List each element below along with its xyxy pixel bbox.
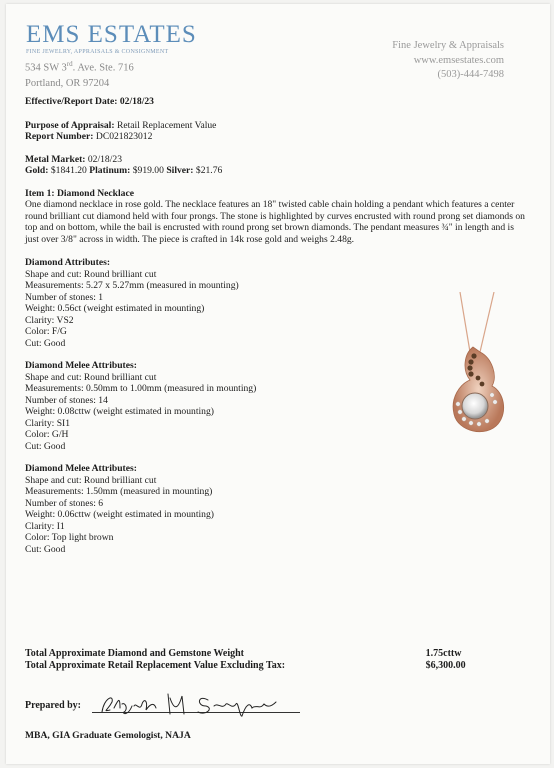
logo-tagline: FINE JEWELRY, APPRAISALS & CONSIGNMENT [26, 49, 169, 55]
attribute-line: Cut: Good [25, 337, 66, 349]
attribute-line: Number of stones: 6 [25, 497, 104, 509]
appraiser-credentials: MBA, GIA Graduate Gemologist, NAJA [25, 730, 191, 741]
attribute-line: Measurements: 5.27 x 5.27mm (measured in mounting) [25, 280, 239, 291]
attribute-line: Measurements: 0.50mm to 1.00mm (measured in mounting) [25, 383, 257, 394]
platinum-label: Platinum: [89, 165, 131, 176]
total-value-label: Total Approximate Retail Replacement Value Excluding Tax: [25, 660, 286, 671]
address-city: Portland, OR 97204 [25, 77, 110, 89]
attribute-line: Shape and cut: Round brilliant cut [25, 474, 157, 486]
section-title: Diamond Attributes: [25, 257, 111, 268]
purpose-value: Retail Replacement Value [116, 119, 217, 131]
total-weight-label: Total Approximate Diamond and Gemstone Weight [25, 648, 245, 659]
platinum-value: $919.00 [132, 165, 164, 176]
metal-market-block [25, 154, 525, 177]
totals-section [25, 648, 505, 672]
contact-website: www.emsestates.com [413, 54, 504, 66]
prepared-by-label: Prepared by: [25, 700, 82, 711]
address-street-rest: . Ave. Ste. 716 [72, 62, 134, 74]
item-description: One diamond necklace in rose gold. The necklace features an 18" twisted cable chain holding a pendant which features a center round brilliant cut diamond held with four prongs. The stone is highlighted by curves encrusted with round prong set diamonds on top and on bottom, while the bail is encrusted with round prong set brown diamonds. The pendant measures ¾" in length and is just over 3/8" across in width. The piece is crafted in 14k rose gold and weighs 2.48g. [25, 199, 525, 245]
report-number-value: DC021823012 [95, 131, 153, 142]
company-address [25, 57, 134, 91]
attribute-line: Shape and cut: Round brilliant cut [25, 371, 157, 383]
attribute-line: Cut: Good [25, 543, 66, 555]
purpose-block [25, 120, 525, 143]
attribute-line: Color: G/H [25, 429, 69, 440]
gold-value: $1841.20 [50, 165, 87, 176]
attribute-line: Cut: Good [25, 440, 66, 452]
section-title: Diamond Melee Attributes: [25, 463, 137, 474]
gold-label: Gold: [25, 165, 49, 176]
silver-label: Silver: [166, 165, 194, 176]
logo-name: EMS ESTATES [26, 21, 197, 48]
metal-market-value: 02/18/23 [87, 153, 122, 165]
attribute-line: Color: F/G [25, 326, 67, 337]
report-number-label: Report Number: [25, 131, 94, 142]
address-street: 534 SW 3 [25, 62, 67, 74]
metal-market-label: Metal Market: [25, 153, 86, 165]
handwritten-signature [98, 690, 288, 720]
attribute-line: Weight: 0.06cttw (weight estimated in mounting) [25, 509, 214, 520]
attribute-line: Shape and cut: Round brilliant cut [25, 268, 157, 280]
total-value-row [25, 660, 505, 672]
attribute-line: Number of stones: 1 [25, 291, 104, 303]
attribute-line: Clarity: VS2 [25, 314, 74, 326]
attributes-section [25, 463, 525, 555]
effective-date-label: Effective/Report Date: [25, 96, 118, 107]
attribute-line: Number of stones: 14 [25, 394, 108, 406]
address-ordinal: rd [66, 60, 73, 68]
item-title: Item 1: Diamond Necklace [25, 187, 134, 199]
item-block [25, 188, 525, 246]
effective-date-row [25, 96, 525, 108]
effective-date-value: 02/18/23 [119, 96, 154, 107]
contact-phone: (503)-444-7498 [437, 69, 504, 80]
attribute-line: Clarity: I1 [25, 520, 65, 532]
total-weight-value: 1.75cttw [425, 648, 462, 659]
attribute-line: Clarity: SI1 [25, 417, 71, 429]
total-weight-row [25, 648, 505, 660]
attribute-line: Color: Top light brown [25, 532, 114, 543]
total-value-value: $6,300.00 [425, 660, 466, 671]
attribute-line: Weight: 0.56ct (weight estimated in mounting) [25, 303, 205, 314]
silver-value: $21.76 [195, 165, 223, 176]
attribute-line: Measurements: 1.50mm (measured in mounting) [25, 486, 213, 497]
section-title: Diamond Melee Attributes: [25, 360, 137, 371]
company-logo [26, 22, 197, 55]
company-contact [392, 39, 504, 83]
purpose-label: Purpose of Appraisal: [25, 119, 115, 131]
pendant-photo [440, 292, 510, 442]
contact-tagline: Fine Jewelry & Appraisals [392, 40, 504, 51]
attribute-line: Weight: 0.08cttw (weight estimated in mounting) [25, 406, 214, 417]
